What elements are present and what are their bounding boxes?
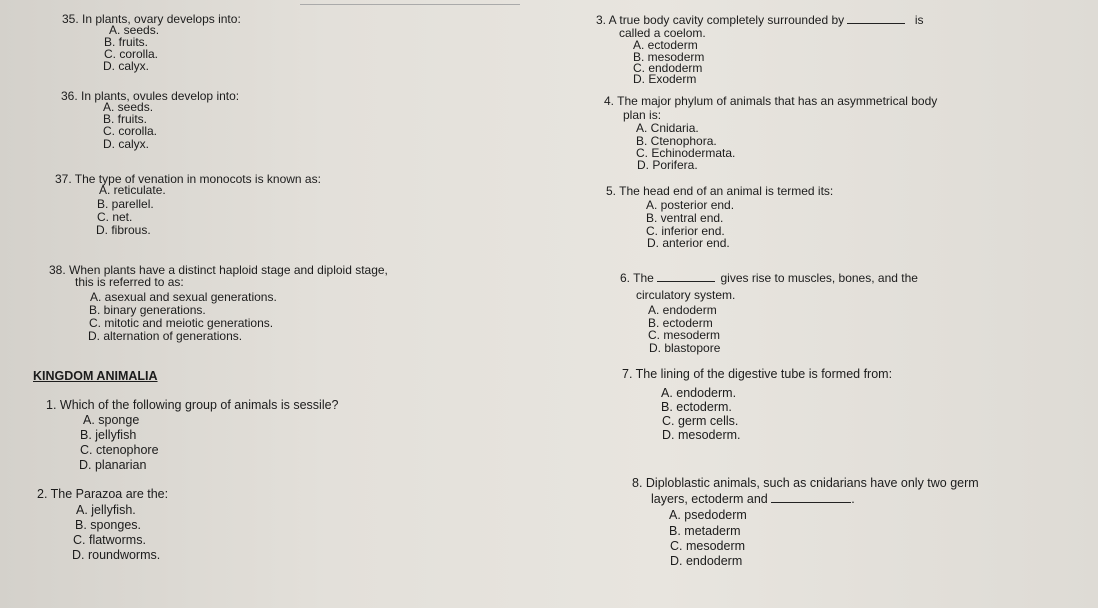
question-4-stem-line1: 4. The major phylum of animals that has an asymmetrical body [604,94,938,108]
q38-option-c: C. mitotic and meiotic generations. [89,316,274,330]
q36-option-b: B. fruits. [103,112,148,126]
q3-option-b: B. mesoderm [633,50,705,64]
q37-option-b: B. parellel. [97,197,154,211]
q5-option-c: C. inferior end. [646,224,725,238]
q8-answer-blank [771,502,851,503]
q36-option-a: A. seeds. [103,100,154,114]
q4-option-d: D. Porifera. [637,158,698,172]
q6-option-c: C. mesoderm [648,328,721,342]
q6-answer-blank [657,281,715,282]
q3-option-c: C. endoderm [633,61,703,75]
question-7-stem: 7. The lining of the digestive tube is formed from: [622,367,893,381]
q36-option-d: D. calyx. [103,137,150,151]
q3-option-a: A. ectoderm [633,38,698,52]
q1-option-c: C. ctenophore [80,443,159,457]
q35-option-d: D. calyx. [103,59,150,73]
q4-option-b: B. Ctenophora. [636,134,717,148]
q6-option-a: A. endoderm [648,303,717,317]
q8-option-c: C. mesoderm [670,539,746,553]
q2-option-a: A. jellyfish. [76,503,136,517]
q4-option-a: A. Cnidaria. [636,121,699,135]
q37-option-c: C. net. [97,210,133,224]
q8-option-b: B. metaderm [669,524,741,538]
q1-option-b: B. jellyfish [80,428,137,442]
q2-option-d: D. roundworms. [72,548,161,562]
q38-option-a: A. asexual and sexual generations. [90,290,277,304]
q7-option-c: C. germ cells. [662,414,739,428]
q35-option-b: B. fruits. [104,35,149,49]
q6-stem-end: gives rise to muscles, bones, and the [720,271,918,285]
q38-option-d: D. alternation of generations. [88,329,243,343]
q1-option-d: D. planarian [79,458,147,472]
q3-stem-end: is [914,13,924,27]
question-38-stem-line2: this is referred to as: [75,275,184,289]
q2-option-c: C. flatworms. [73,533,146,547]
question-5-stem: 5. The head end of an animal is termed its: [606,184,834,198]
q5-option-b: B. ventral end. [646,211,724,225]
q3-stem-text: 3. A true body cavity completely surrounded by [596,13,845,27]
q2-option-b: B. sponges. [75,518,142,532]
q36-option-c: C. corolla. [103,124,158,138]
q37-option-d: D. fibrous. [96,223,151,237]
question-35-stem: 35. In plants, ovary develops into: [62,12,241,26]
q1-option-a: A. sponge [83,413,140,427]
question-36-stem: 36. In plants, ovules develop into: [61,89,240,103]
question-6-stem-line2: circulatory system. [636,288,736,302]
q37-option-a: A. reticulate. [99,183,166,197]
question-3-stem-line2: called a coelom. [619,26,706,40]
question-8-stem-line1: 8. Diploblastic animals, such as cnidarians have only two germ [632,476,979,490]
q5-option-d: D. anterior end. [647,236,730,250]
q6-option-d: D. blastopore [649,341,721,355]
question-4-stem-line2: plan is: [623,108,662,122]
q5-option-a: A. posterior end. [646,198,735,212]
question-6-stem [620,272,918,285]
q3-option-d: D. Exoderm [633,72,697,86]
divider [300,4,520,5]
question-2-stem: 2. The Parazoa are the: [37,487,169,501]
q6-option-b: B. ectoderm [648,316,713,330]
q35-option-c: C. corolla. [104,47,159,61]
q38-option-b: B. binary generations. [89,303,206,317]
q8-stem-text: layers, ectoderm and [651,492,768,506]
q7-option-b: B. ectoderm. [661,400,732,414]
q8-option-d: D. endoderm [670,554,743,568]
q8-stem-end: . [851,492,855,506]
q7-option-a: A. endoderm. [661,386,737,400]
q35-option-a: A. seeds. [109,23,160,37]
question-38-stem-line1: 38. When plants have a distinct haploid stage and diploid stage, [49,263,388,277]
question-1-stem: 1. Which of the following group of animals is sessile? [46,398,339,412]
q6-stem-text: 6. The [620,271,654,285]
q3-answer-blank [847,23,905,24]
q4-option-c: C. Echinodermata. [636,146,736,160]
q7-option-d: D. mesoderm. [662,428,741,442]
q8-option-a: A. psedoderm [669,508,747,522]
question-8-stem-line2 [651,493,855,506]
section-heading: KINGDOM ANIMALIA [33,369,158,383]
question-37-stem: 37. The type of venation in monocots is known as: [55,172,321,186]
